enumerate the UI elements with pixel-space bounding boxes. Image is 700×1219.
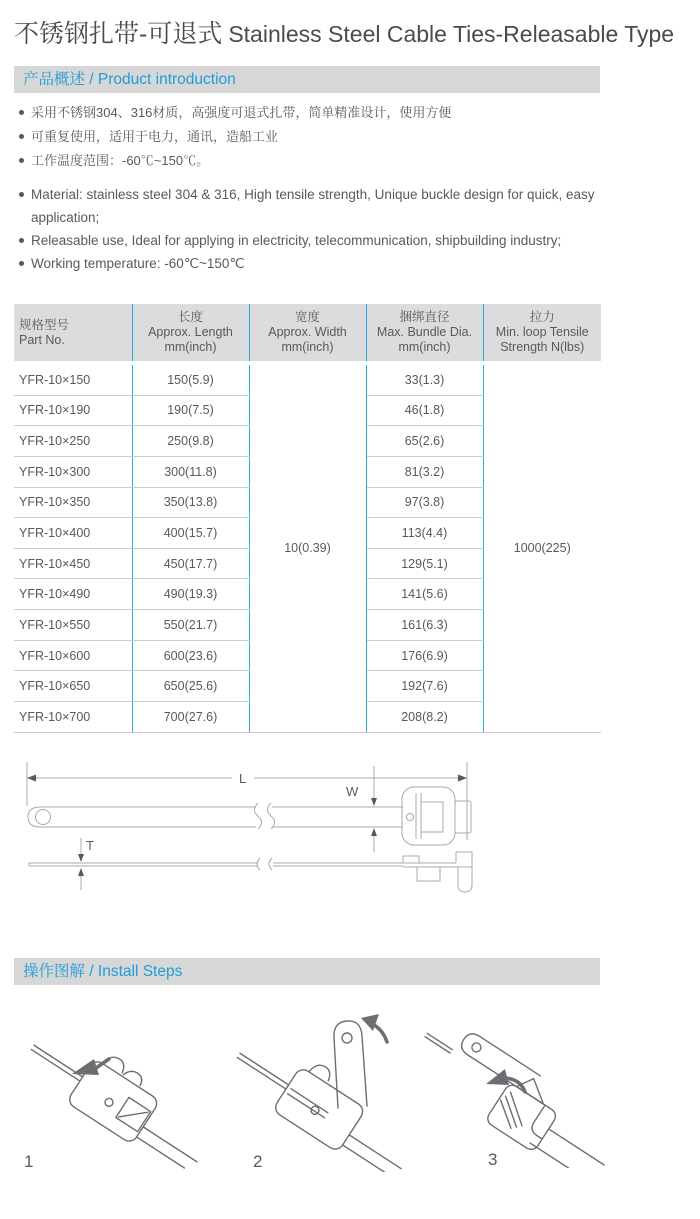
cell-dia: 33(1.3) [366,363,483,395]
svg-text:L: L [239,771,247,786]
step-number: 2 [253,1152,263,1171]
cell-part: YFR-10×490 [14,579,132,610]
cell-width-merged: 10(0.39) [249,363,366,732]
cell-part: YFR-10×150 [14,363,132,395]
header-unit: mm(inch) [164,340,217,354]
cell-length: 700(27.6) [132,702,249,733]
bullet-item: 可重复使用，适用于电力，通讯，造船工业 [14,125,620,149]
cell-strength-merged: 1000(225) [483,363,601,732]
cell-length: 650(25.6) [132,671,249,702]
buckle-with-strap [235,1024,425,1172]
rotate-arrow-icon [361,1014,387,1042]
cell-length: 450(17.7) [132,548,249,579]
cell-length: 550(21.7) [132,610,249,641]
insert-arrow-icon [72,1059,109,1075]
cell-part: YFR-10×350 [14,487,132,518]
section-header-product-introduction [14,66,600,93]
header-unit: mm(inch) [281,340,334,354]
cell-dia: 81(3.2) [366,456,483,487]
cell-part: YFR-10×450 [14,548,132,579]
header-zh: 拉力 [529,310,555,324]
buckle-with-strap [18,1028,221,1170]
header-en: Max. Bundle Dia. [376,325,473,339]
dimension-T [78,838,94,890]
step-number: 3 [488,1150,498,1169]
cell-length: 250(9.8) [132,426,249,457]
cell-part: YFR-10×300 [14,456,132,487]
cell-part: YFR-10×550 [14,610,132,641]
table-header-row [14,304,601,363]
step-number: 1 [24,1152,34,1171]
cell-length: 300(11.8) [132,456,249,487]
install-step3-illustration [402,1018,642,1168]
cell-dia: 65(2.6) [366,426,483,457]
cell-dia: 141(5.6) [366,579,483,610]
header-en: Min. loop Tensile [495,325,589,339]
section-label: 产品概述 / Product introduction [23,71,236,88]
dimension-L [27,771,467,786]
header-en: Approx. Length [148,325,233,339]
cell-length: 150(5.9) [132,363,249,395]
page-title-english: Stainless Steel Cable Ties-Releasable Type [228,21,675,47]
dimension-drawing [0,740,700,910]
bullet-item: 采用不锈钢304、316材质，高强度可退式扎带，简单精准设计，使用方便 [14,101,620,125]
dimension-W [346,766,377,852]
page-title [14,14,674,50]
buckle-with-folded-strap [404,1018,626,1168]
col-header-tensile-strength [483,304,601,363]
cell-part: YFR-10×400 [14,518,132,549]
bullet-item: Working temperature: -60℃~150℃ [14,252,620,275]
strap-top-view [28,803,414,829]
cell-length: 490(19.3) [132,579,249,610]
cell-dia: 97(3.8) [366,487,483,518]
cell-length: 400(15.7) [132,518,249,549]
bullet-list-english [14,183,620,275]
section-label: 操作图解 / Install Steps [23,963,183,980]
cell-part: YFR-10×250 [14,426,132,457]
page-title-chinese: 不锈钢扎带-可退式 [14,20,223,48]
release-lever [334,1021,367,1108]
header-unit: mm(inch) [398,340,451,354]
cell-dia: 129(5.1) [366,548,483,579]
col-header-bundle-dia [366,304,483,363]
cell-dia: 161(6.3) [366,610,483,641]
cell-dia: 176(6.9) [366,640,483,671]
cell-part: YFR-10×190 [14,395,132,426]
cell-dia: 46(1.8) [366,395,483,426]
bullet-item: Material: stainless steel 304 & 316, High tensile strength, Unique buckle design for quick, easy application; [14,183,620,229]
cell-part: YFR-10×650 [14,671,132,702]
col-header-length [132,304,249,363]
cell-dia: 192(7.6) [366,671,483,702]
bullet-item: Releasable use, Ideal for applying in electricity, telecommunication, shipbuilding industry; [14,229,620,252]
strap-side-view [29,858,403,870]
cell-length: 350(13.8) [132,487,249,518]
buckle-top-view [402,787,471,845]
cell-part: YFR-10×700 [14,702,132,733]
col-header-width [249,304,366,363]
header-zh: 捆绑直径 [399,310,450,324]
install-step1-illustration [12,1028,224,1170]
table-row [14,363,601,395]
cell-length: 190(7.5) [132,395,249,426]
svg-text:W: W [346,784,359,799]
buckle-side-view [403,852,472,892]
header-unit: Strength N(lbs) [500,340,585,354]
header-zh: 规格型号 [19,317,70,332]
bullet-item: 工作温度范围：-60℃~150℃。 [14,149,620,173]
section-header-install-steps [14,958,600,985]
header-zh: 宽度 [294,310,320,324]
col-header-part-no [14,304,132,363]
header-en: Approx. Width [268,325,347,339]
cell-length: 600(23.6) [132,640,249,671]
spec-table [14,304,601,733]
cell-part: YFR-10×600 [14,640,132,671]
cell-dia: 208(8.2) [366,702,483,733]
witness-lines [27,762,467,840]
cell-dia: 113(4.4) [366,518,483,549]
header-zh: 长度 [177,310,203,324]
header-en: Part No. [19,332,65,347]
svg-text:T: T [86,838,94,853]
bullet-list-chinese [14,101,620,173]
